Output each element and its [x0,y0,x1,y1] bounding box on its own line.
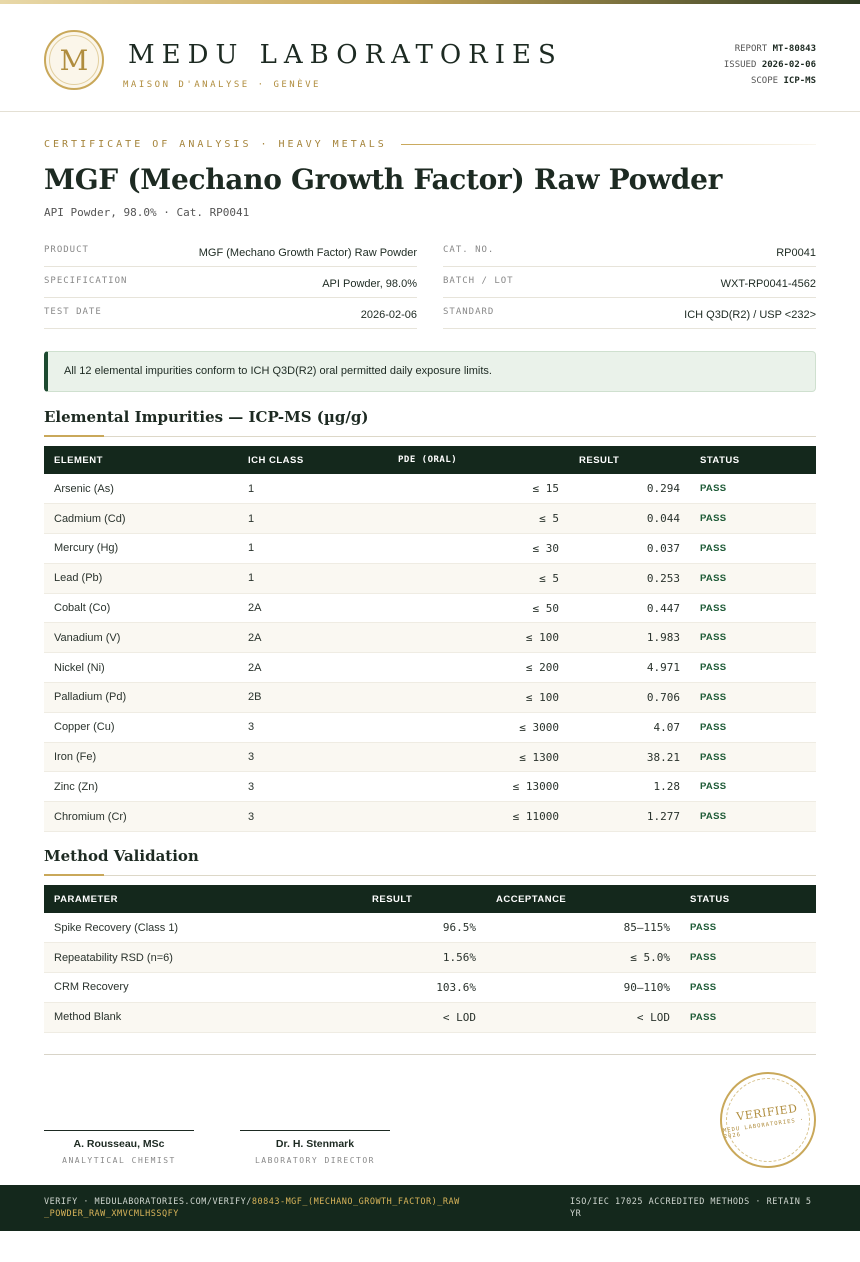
pde-cell: ≤ 15 [532,482,559,496]
status-cell: PASS [700,811,727,823]
result-cell: 1.983 [646,631,680,645]
status-cell: PASS [700,632,727,644]
acceptance-cell: 85–115% [623,921,670,935]
table-row [44,653,816,683]
ich-class-cell: 1 [248,482,255,495]
column-header-ich-class: ICH CLASS [248,454,304,466]
result-cell: 0.706 [646,690,680,704]
parameter-cell: CRM Recovery [54,981,129,994]
accreditation-note: ISO/IEC 17025 ACCREDITED METHODS · RETAIN 5 YR [570,1197,812,1219]
signature-analytical-chemist [44,1130,194,1165]
result-cell: 1.277 [646,810,680,824]
seal-sub-text: MEDU LABORATORIES · 2026 [722,1116,805,1141]
info-value: RP0041 [776,247,816,259]
eyebrow-label: CERTIFICATE OF ANALYSIS · HEAVY METALS [44,139,387,150]
pde-cell: ≤ 13000 [512,780,559,794]
signatory-name: A. Rousseau, MSc [73,1138,165,1150]
element-cell: Vanadium (V) [54,631,121,644]
element-cell: Cadmium (Cd) [54,512,126,525]
signatory-role: LABORATORY DIRECTOR [254,1156,375,1165]
status-cell: PASS [700,483,727,495]
result-cell: 1.56% [442,951,476,965]
info-label: BATCH / LOT [443,276,514,286]
pde-cell: ≤ 200 [525,661,559,675]
validation-section-title: Method Validation [44,847,199,865]
signature-laboratory-director [240,1130,390,1165]
info-label: SPECIFICATION [44,276,128,286]
element-cell: Zinc (Zn) [54,780,98,793]
document-eyebrow [44,139,816,150]
lab-name: MEDU LABORATORIES [128,40,563,70]
verification-line [44,1196,464,1220]
info-row-cat-no [443,236,816,267]
info-value: MGF (Mechano Growth Factor) Raw Powder [198,247,417,259]
status-cell: PASS [690,952,717,964]
status-cell: PASS [690,922,717,934]
element-cell: Nickel (Ni) [54,661,105,674]
table-row [44,534,816,564]
info-value: 2026-02-06 [360,309,417,321]
result-cell: 38.21 [646,750,680,764]
element-cell: Cobalt (Co) [54,602,111,615]
eyebrow-divider [401,144,816,145]
table-header-row [44,885,816,913]
info-value: API Powder, 98.0% [322,278,417,290]
element-cell: Arsenic (As) [54,482,114,495]
acceptance-cell: ≤ 5.0% [630,951,670,965]
result-cell: 0.044 [646,512,680,526]
report-number: MT-80843 [772,44,816,54]
pde-cell: ≤ 3000 [519,720,559,734]
pde-cell: ≤ 50 [532,601,559,615]
element-cell: Iron (Fe) [54,751,97,764]
table-row [44,593,816,623]
report-label: REPORT [734,44,768,54]
ich-class-cell: 1 [248,542,255,555]
status-cell: PASS [700,572,727,584]
ich-class-cell: 2B [248,691,262,704]
ich-class-cell: 2A [248,602,262,615]
result-cell: 1.28 [653,780,680,794]
ich-class-cell: 3 [248,751,255,764]
impurities-table [44,446,816,832]
table-row [44,563,816,593]
element-cell: Chromium (Cr) [54,810,127,823]
column-header-element: ELEMENT [54,454,103,466]
ich-class-cell: 3 [248,810,255,823]
pde-cell: ≤ 5 [539,571,559,585]
table-row [44,712,816,742]
table-row [44,943,816,973]
issued-date: 2026-02-06 [761,60,816,70]
report-meta [724,41,816,89]
table-row [44,913,816,943]
lab-tagline: MAISON D'ANALYSE · GENÈVE [123,80,321,90]
status-cell: PASS [700,751,727,763]
parameter-cell: Method Blank [54,1011,122,1024]
status-cell: PASS [700,662,727,674]
verification-link[interactable]: 80843-MGF_(MECHANO_GROWTH_FACTOR)_RAW_POWDER_RAW_XMVCMLHSSQFY [44,1197,460,1219]
table-row [44,504,816,534]
table-row [44,623,816,653]
result-cell: 0.447 [646,601,680,615]
element-cell: Lead (Pb) [54,572,103,585]
pde-cell: ≤ 5 [539,512,559,526]
impurities-section-title: Elemental Impurities — ICP-MS (µg/g) [44,408,369,426]
info-value: ICH Q3D(R2) / USP <232> [684,309,816,321]
ich-class-cell: 2A [248,631,262,644]
issued-label: ISSUED [723,60,757,70]
info-label: CAT. NO. [443,245,495,255]
footer-bar [0,1185,860,1231]
ich-class-cell: 2A [248,661,262,674]
info-column-right [443,236,816,329]
section-divider [44,875,816,876]
table-header-row [44,446,816,474]
info-value: WXT-RP0041-4562 [720,278,816,290]
signatory-role: ANALYTICAL CHEMIST [62,1156,176,1165]
status-cell: PASS [700,513,727,525]
element-cell: Mercury (Hg) [54,542,119,555]
pde-cell: ≤ 100 [525,690,559,704]
ich-class-cell: 1 [248,512,255,525]
pde-cell: ≤ 1300 [519,750,559,764]
ich-class-cell: 3 [248,780,255,793]
report-number-line [724,41,816,57]
acceptance-cell: 90–110% [623,980,670,994]
info-row-test-date [44,298,417,329]
status-cell: PASS [700,691,727,703]
column-header-status: STATUS [700,454,740,466]
section-divider [44,436,816,437]
column-header-parameter: PARAMETER [54,893,118,905]
info-label: TEST DATE [44,307,102,317]
element-cell: Copper (Cu) [54,721,115,734]
column-header-result: RESULT [579,454,620,466]
result-cell: 96.5% [442,921,476,935]
element-cell: Palladium (Pd) [54,691,127,704]
status-cell: PASS [700,602,727,614]
pde-cell: ≤ 100 [525,631,559,645]
info-row-standard [443,298,816,329]
section-divider-accent [44,435,104,437]
column-header-pde: PDE (ORAL) [398,455,458,465]
lab-logo [44,30,104,90]
status-cell: PASS [690,1011,717,1023]
document-subtitle: API Powder, 98.0% · Cat. RP0041 [44,206,250,219]
parameter-cell: Repeatability RSD (n=6) [54,951,173,964]
conformance-text: All 12 elemental impurities conform to ICH Q3D(R2) oral permitted daily exposure limits. [64,365,492,377]
info-label: PRODUCT [44,245,89,255]
acceptance-cell: < LOD [636,1010,670,1024]
table-row [44,772,816,802]
scope-line [724,73,816,89]
scope-label: SCOPE [750,76,779,86]
parameter-cell: Spike Recovery (Class 1) [54,921,179,934]
result-cell: 4.07 [653,720,680,734]
table-row [44,973,816,1003]
result-cell: < LOD [442,1010,476,1024]
status-cell: PASS [700,542,727,554]
pde-cell: ≤ 30 [532,541,559,555]
validation-table [44,885,816,1033]
verified-seal [714,1066,822,1174]
verify-prefix: VERIFY · MEDULABORATORIES.COM/VERIFY/ [44,1197,252,1207]
status-cell: PASS [700,721,727,733]
conformance-banner [44,351,816,392]
column-header-result: RESULT [372,893,413,905]
column-header-status: STATUS [690,893,730,905]
logo-monogram: M [59,43,89,77]
info-column-left [44,236,417,329]
table-row [44,802,816,832]
info-row-batch-lot [443,267,816,298]
status-cell: PASS [700,781,727,793]
column-header-acceptance: ACCEPTANCE [496,893,567,905]
result-cell: 4.971 [646,661,680,675]
result-cell: 0.294 [646,482,680,496]
table-row [44,742,816,772]
pde-cell: ≤ 11000 [512,810,559,824]
document-title: MGF (Mechano Growth Factor) Raw Powder [44,163,723,196]
letterhead [0,4,860,112]
scope-value: ICP-MS [783,76,816,86]
info-row-product [44,236,417,267]
info-row-specification [44,267,417,298]
section-divider-accent [44,874,104,876]
result-cell: 0.037 [646,541,680,555]
table-row [44,474,816,504]
info-label: STANDARD [443,307,495,317]
table-row [44,1002,816,1032]
ich-class-cell: 1 [248,572,255,585]
result-cell: 0.253 [646,571,680,585]
result-cell: 103.6% [436,980,476,994]
issued-line [724,57,816,73]
signatory-name: Dr. H. Stenmark [275,1138,355,1150]
status-cell: PASS [690,981,717,993]
seal-main-text: VERIFIED [735,1101,799,1124]
footer-divider [44,1054,816,1055]
table-row [44,683,816,713]
ich-class-cell: 3 [248,721,255,734]
